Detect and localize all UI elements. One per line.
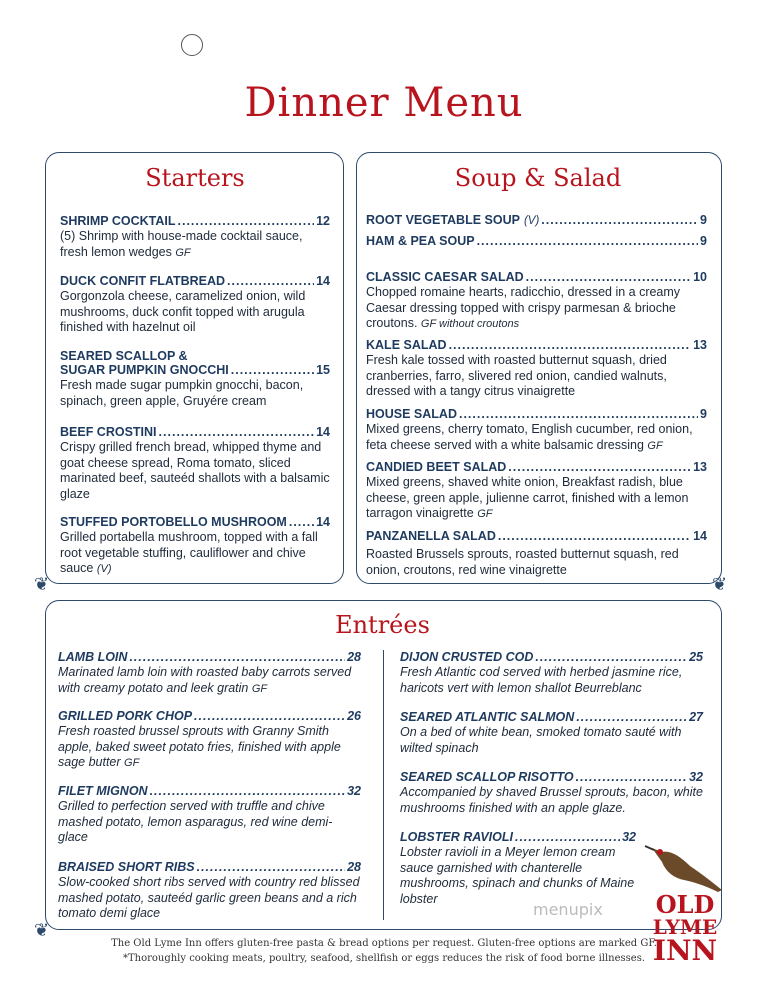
item-name: SHRIMP COCKTAIL: [60, 214, 176, 228]
item-price: 14: [316, 515, 330, 529]
menu-item: [60, 214, 330, 261]
item-price: 32: [622, 830, 636, 844]
item-name: ROOT VEGETABLE SOUP: [366, 213, 520, 227]
item-name: FILET MIGNON: [58, 784, 148, 798]
menu-item: [60, 425, 330, 502]
item-name: BRAISED SHORT RIBS: [58, 860, 195, 874]
menu-item: [366, 270, 707, 333]
gf-tag: GF: [251, 682, 268, 695]
item-name: SEARED ATLANTIC SALMON: [400, 710, 575, 724]
item-name: STUFFED PORTOBELLO MUSHROOM: [60, 515, 287, 529]
item-desc: Lobster ravioli in a Meyer lemon cream sauce garnished with chanterelle mushrooms, spinach and chunks of Maine lobster: [400, 845, 635, 906]
item-desc: Fresh roasted brussel sprouts with Granny Smith apple, baked sweet potato fries, finished with apple sage butter: [58, 724, 341, 769]
item-desc: Mixed greens, shaved white onion, Breakfast radish, blue cheese, green apple, julienne carrot, finished with a lemon tarragon vinaigrette: [366, 475, 689, 520]
menu-item: [58, 650, 361, 697]
menu-item: [58, 709, 361, 772]
punch-hole: [181, 34, 203, 56]
item-name: CANDIED BEET SALAD: [366, 460, 507, 474]
item-desc: Gorgonzola cheese, caramelized onion, wild mushrooms, duck confit topped with arugula finished with hazelnut oil: [60, 289, 306, 334]
item-name: SEARED SCALLOP RISOTTO: [400, 770, 574, 784]
item-desc: Mixed greens, cherry tomato, English cucumber, red onion, feta cheese served with a white balsamic dressing: [366, 422, 693, 452]
menu-item: [366, 460, 707, 523]
gf-tag: GF: [647, 439, 663, 452]
item-price: 13: [693, 460, 707, 474]
menu-item: [58, 860, 361, 922]
item-name: DUCK CONFIT FLATBREAD: [60, 274, 226, 288]
menu-item: [366, 234, 707, 248]
item-price: 9: [700, 213, 707, 227]
logo-line2: LYME: [652, 915, 718, 939]
item-desc: On a bed of white bean, smoked tomato sauté with wilted spinach: [400, 725, 682, 755]
menu-item: [366, 338, 707, 400]
ornament-right-icon: ❦: [712, 574, 728, 594]
logo-line1: OLD: [655, 890, 715, 919]
item-desc: Slow-cooked short ribs served with country red blissed mashed potato, sauteéd garlic green beans and a rich tomato demi glace: [58, 875, 360, 920]
item-price: 9: [700, 234, 707, 248]
entrees-title: Entrées: [335, 611, 430, 639]
item-price: 10: [693, 270, 707, 284]
vegetarian-tag: (V): [96, 563, 112, 575]
gf-tag: GF: [124, 757, 140, 769]
starters-title: Starters: [145, 164, 245, 192]
menu-item: [366, 529, 707, 578]
item-name: LAMB LOIN: [58, 650, 128, 664]
item-desc: Accompanied by shaved Brussel sprouts, bacon, white mushrooms finished with an apple glaze.: [400, 785, 703, 815]
item-name: CLASSIC CAESAR SALAD: [366, 270, 524, 284]
gf-tag: GF without croutons: [420, 318, 520, 330]
menu-item: [400, 650, 703, 696]
item-price: 9: [700, 407, 707, 421]
menu-item: [60, 274, 330, 336]
item-name-line1: SEARED SCALLOP &: [60, 349, 188, 363]
item-price: 14: [316, 425, 330, 439]
logo-line3: INN: [652, 934, 718, 967]
bird-icon: [640, 838, 730, 898]
item-desc: Fresh kale tossed with roasted butternut squash, dried cranberries, farro, slivered red onion, candied walnuts, dressed with a tangy citrus vinaigrette: [366, 353, 667, 398]
footer-gf-note: The Old Lyme Inn offers gluten-free pasta & bread options per request. Gluten-free options are marked GF.: [111, 938, 657, 949]
item-desc: Fresh made sugar pumpkin gnocchi, bacon, spinach, green apple, Gruyére cream: [60, 378, 304, 408]
item-name: HOUSE SALAD: [366, 407, 457, 421]
item-name: DIJON CRUSTED COD: [400, 650, 534, 664]
item-price: 26: [347, 709, 361, 723]
item-name: GRILLED PORK CHOP: [58, 709, 193, 723]
item-price: 14: [693, 529, 707, 543]
ornament-left-icon: ❦: [34, 920, 50, 940]
item-price: 28: [347, 860, 361, 874]
menu-item: [366, 213, 707, 227]
item-name: PANZANELLA SALAD: [366, 529, 496, 543]
gf-tag: GF: [477, 508, 493, 520]
item-price: 15: [316, 363, 330, 377]
item-desc: Fresh Atlantic cod served with herbed jasmine rice, haricots vert with lemon shallot Beurreblanc: [400, 665, 683, 695]
item-name: KALE SALAD: [366, 338, 447, 352]
menu-item: [60, 349, 330, 409]
item-desc: Crispy grilled french bread, whipped thyme and goat cheese spread, Roma tomato, sliced marinated beef, sauteéd shallots with a balsamic glaze: [60, 440, 330, 501]
item-price: 28: [347, 650, 361, 664]
item-name: SUGAR PUMPKIN GNOCCHI: [60, 363, 229, 377]
item-name: HAM & PEA SOUP: [366, 234, 475, 248]
item-desc: (5) Shrimp with house-made cocktail sauce, fresh lemon wedges: [60, 229, 303, 259]
footer-health-note: *Thoroughly cooking meats, poultry, seafood, shellfish or eggs reduces the risk of food borne illnesses.: [122, 953, 646, 964]
item-price: 13: [693, 338, 707, 352]
menu-item: [366, 407, 707, 454]
menu-item: [60, 515, 330, 578]
ornament-left-icon: ❦: [34, 574, 50, 594]
watermark: menupix: [533, 900, 603, 919]
vegetarian-tag: (V): [523, 215, 540, 227]
item-price: 12: [316, 214, 330, 228]
item-price: 14: [316, 274, 330, 288]
page-title: Dinner Menu: [244, 80, 524, 126]
item-price: 25: [689, 650, 703, 664]
item-desc: Grilled to perfection served with truffle and chive mashed potato, lemon asparagus, red wine demi-glace: [58, 799, 333, 844]
menu-item: [400, 830, 636, 907]
soup-salad-title: Soup & Salad: [454, 164, 622, 192]
gf-tag: GF: [175, 246, 191, 259]
menu-item: [400, 710, 703, 756]
item-price: 27: [689, 710, 703, 724]
item-name: BEEF CROSTINI: [60, 425, 157, 439]
item-desc: Grilled portabella mushroom, topped with a fall root vegetable stuffing, cauliflower and chive sauce: [60, 530, 318, 575]
item-desc: Marinated lamb loin with roasted baby carrots served with creamy potato and leek gratin: [58, 665, 352, 695]
column-divider: [383, 650, 384, 920]
menu-item: [58, 784, 361, 846]
item-desc: Roasted Brussels sprouts, roasted butternut squash, red onion, croutons, red wine vinaigrette: [366, 547, 679, 577]
item-name: LOBSTER RAVIOLI: [400, 830, 513, 844]
item-price: 32: [347, 784, 361, 798]
item-desc: Chopped romaine hearts, radicchio, dressed in a creamy Caesar dressing topped with crispy parmesan & brioche croutons.: [366, 285, 681, 330]
item-price: 32: [689, 770, 703, 784]
menu-item: [400, 770, 703, 816]
